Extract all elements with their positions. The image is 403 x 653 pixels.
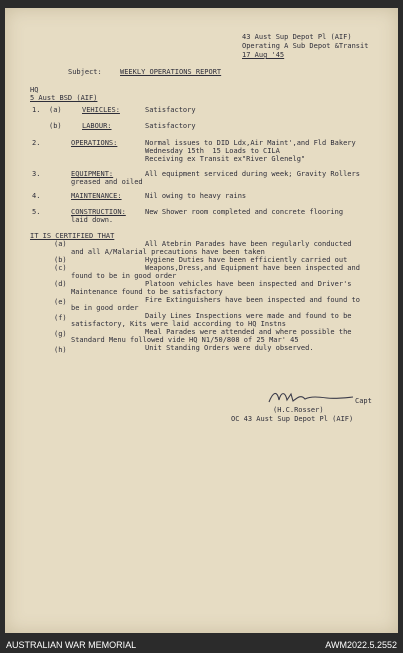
item-label-equipment: EQUIPMENT: <box>71 170 114 178</box>
item-text-construction-2: laid down. <box>71 216 114 224</box>
certified-letter: (c) <box>54 264 67 272</box>
certified-letter: (f) <box>54 314 67 322</box>
item-text-labour: Satisfactory <box>145 122 196 130</box>
certified-letter: (e) <box>54 298 67 306</box>
subject-label: Subject: <box>68 68 102 76</box>
hq-label: HQ <box>30 86 39 94</box>
item-number: 3. <box>32 170 41 178</box>
certified-heading: IT IS CERTIFIED THAT <box>30 232 115 240</box>
item-label-operations: OPERATIONS: <box>71 139 118 147</box>
header-role: Operating A Sub Depot &Transit <box>242 42 369 50</box>
certified-line: and all A/Malarial precautions have been taken <box>71 248 265 256</box>
item-text-maintenance: Nil owing to heavy rains <box>145 192 247 200</box>
item-number: 1. <box>32 106 41 114</box>
item-text-equipment: All equipment serviced during week; Gravity Rollers <box>145 170 360 178</box>
item-sub: (a) <box>49 106 62 114</box>
certified-line: Platoon vehicles have been inspected and Driver's <box>145 280 352 288</box>
certified-letter: (g) <box>54 330 67 338</box>
certified-letter: (d) <box>54 280 67 288</box>
signature-name: (H.C.Rosser) <box>273 406 324 414</box>
certified-line: be in good order <box>71 304 139 312</box>
item-text-operations: Normal issues to DID Ldx,Air Maint',and Fld Bakery <box>145 139 356 147</box>
header-date: 17 Aug '45 <box>242 51 285 59</box>
item-text-operations-2: Wednesday 15th 15 Loads to CILA <box>145 147 280 155</box>
certified-line: Fire Extinguishers have been inspected and found to <box>145 296 360 304</box>
certified-letter: (b) <box>54 256 67 264</box>
document-page <box>5 8 398 633</box>
footer-bar <box>0 638 403 653</box>
handwritten-signature <box>267 388 357 406</box>
certified-line: Meal Parades were attended and where possible the <box>145 328 352 336</box>
signature-title: OC 43 Aust Sup Depot Pl (AIF) <box>231 415 354 423</box>
item-text-vehicles: Satisfactory <box>145 106 196 114</box>
item-sub: (b) <box>49 122 62 130</box>
certified-line: satisfactory, Kits were laid according to HQ Instns <box>71 320 286 328</box>
certified-letter: (h) <box>54 346 67 354</box>
certified-line: Maintenance found to be satisfactory <box>71 288 223 296</box>
certified-line: found to be in good order <box>71 272 177 280</box>
certified-line: Standard Menu followed vide HQ N1/50/808 of 25 Mar' 45 <box>71 336 299 344</box>
item-text-operations-3: Receiving ex Transit ex"River Glenelg" <box>145 155 306 163</box>
signature-rank: Capt <box>355 397 372 405</box>
certified-line: All Atebrin Parades have been regularly conducted <box>145 240 352 248</box>
item-text-equipment-2: greased and oiled <box>71 178 143 186</box>
item-label-maintenance: MAINTENANCE: <box>71 192 122 200</box>
subject-title: WEEKLY OPERATIONS REPORT <box>120 68 222 76</box>
item-number: 4. <box>32 192 41 200</box>
item-number: 5. <box>32 208 41 216</box>
hq-unit: 5 Aust BSD (AIF) <box>30 94 98 102</box>
footer-institution: AUSTRALIAN WAR MEMORIAL <box>6 640 137 650</box>
certified-line: Unit Standing Orders were duly observed. <box>145 344 314 352</box>
certified-letter: (a) <box>54 240 67 248</box>
footer-accession-number: AWM2022.5.2552 <box>325 640 397 650</box>
item-text-construction: New Shower room completed and concrete flooring <box>145 208 344 216</box>
header-unit: 43 Aust Sup Depot Pl (AIF) <box>242 33 352 41</box>
item-label-vehicles: VEHICLES: <box>82 106 120 114</box>
certified-line: Weapons,Dress,and Equipment have been inspected and <box>145 264 360 272</box>
certified-line: Daily Lines Inspections were made and found to be <box>145 312 352 320</box>
item-label-labour: LABOUR: <box>82 122 112 130</box>
item-number: 2. <box>32 139 41 147</box>
item-label-construction: CONSTRUCTION: <box>71 208 126 216</box>
certified-line: Hygiene Duties have been efficiently carried out <box>145 256 348 264</box>
